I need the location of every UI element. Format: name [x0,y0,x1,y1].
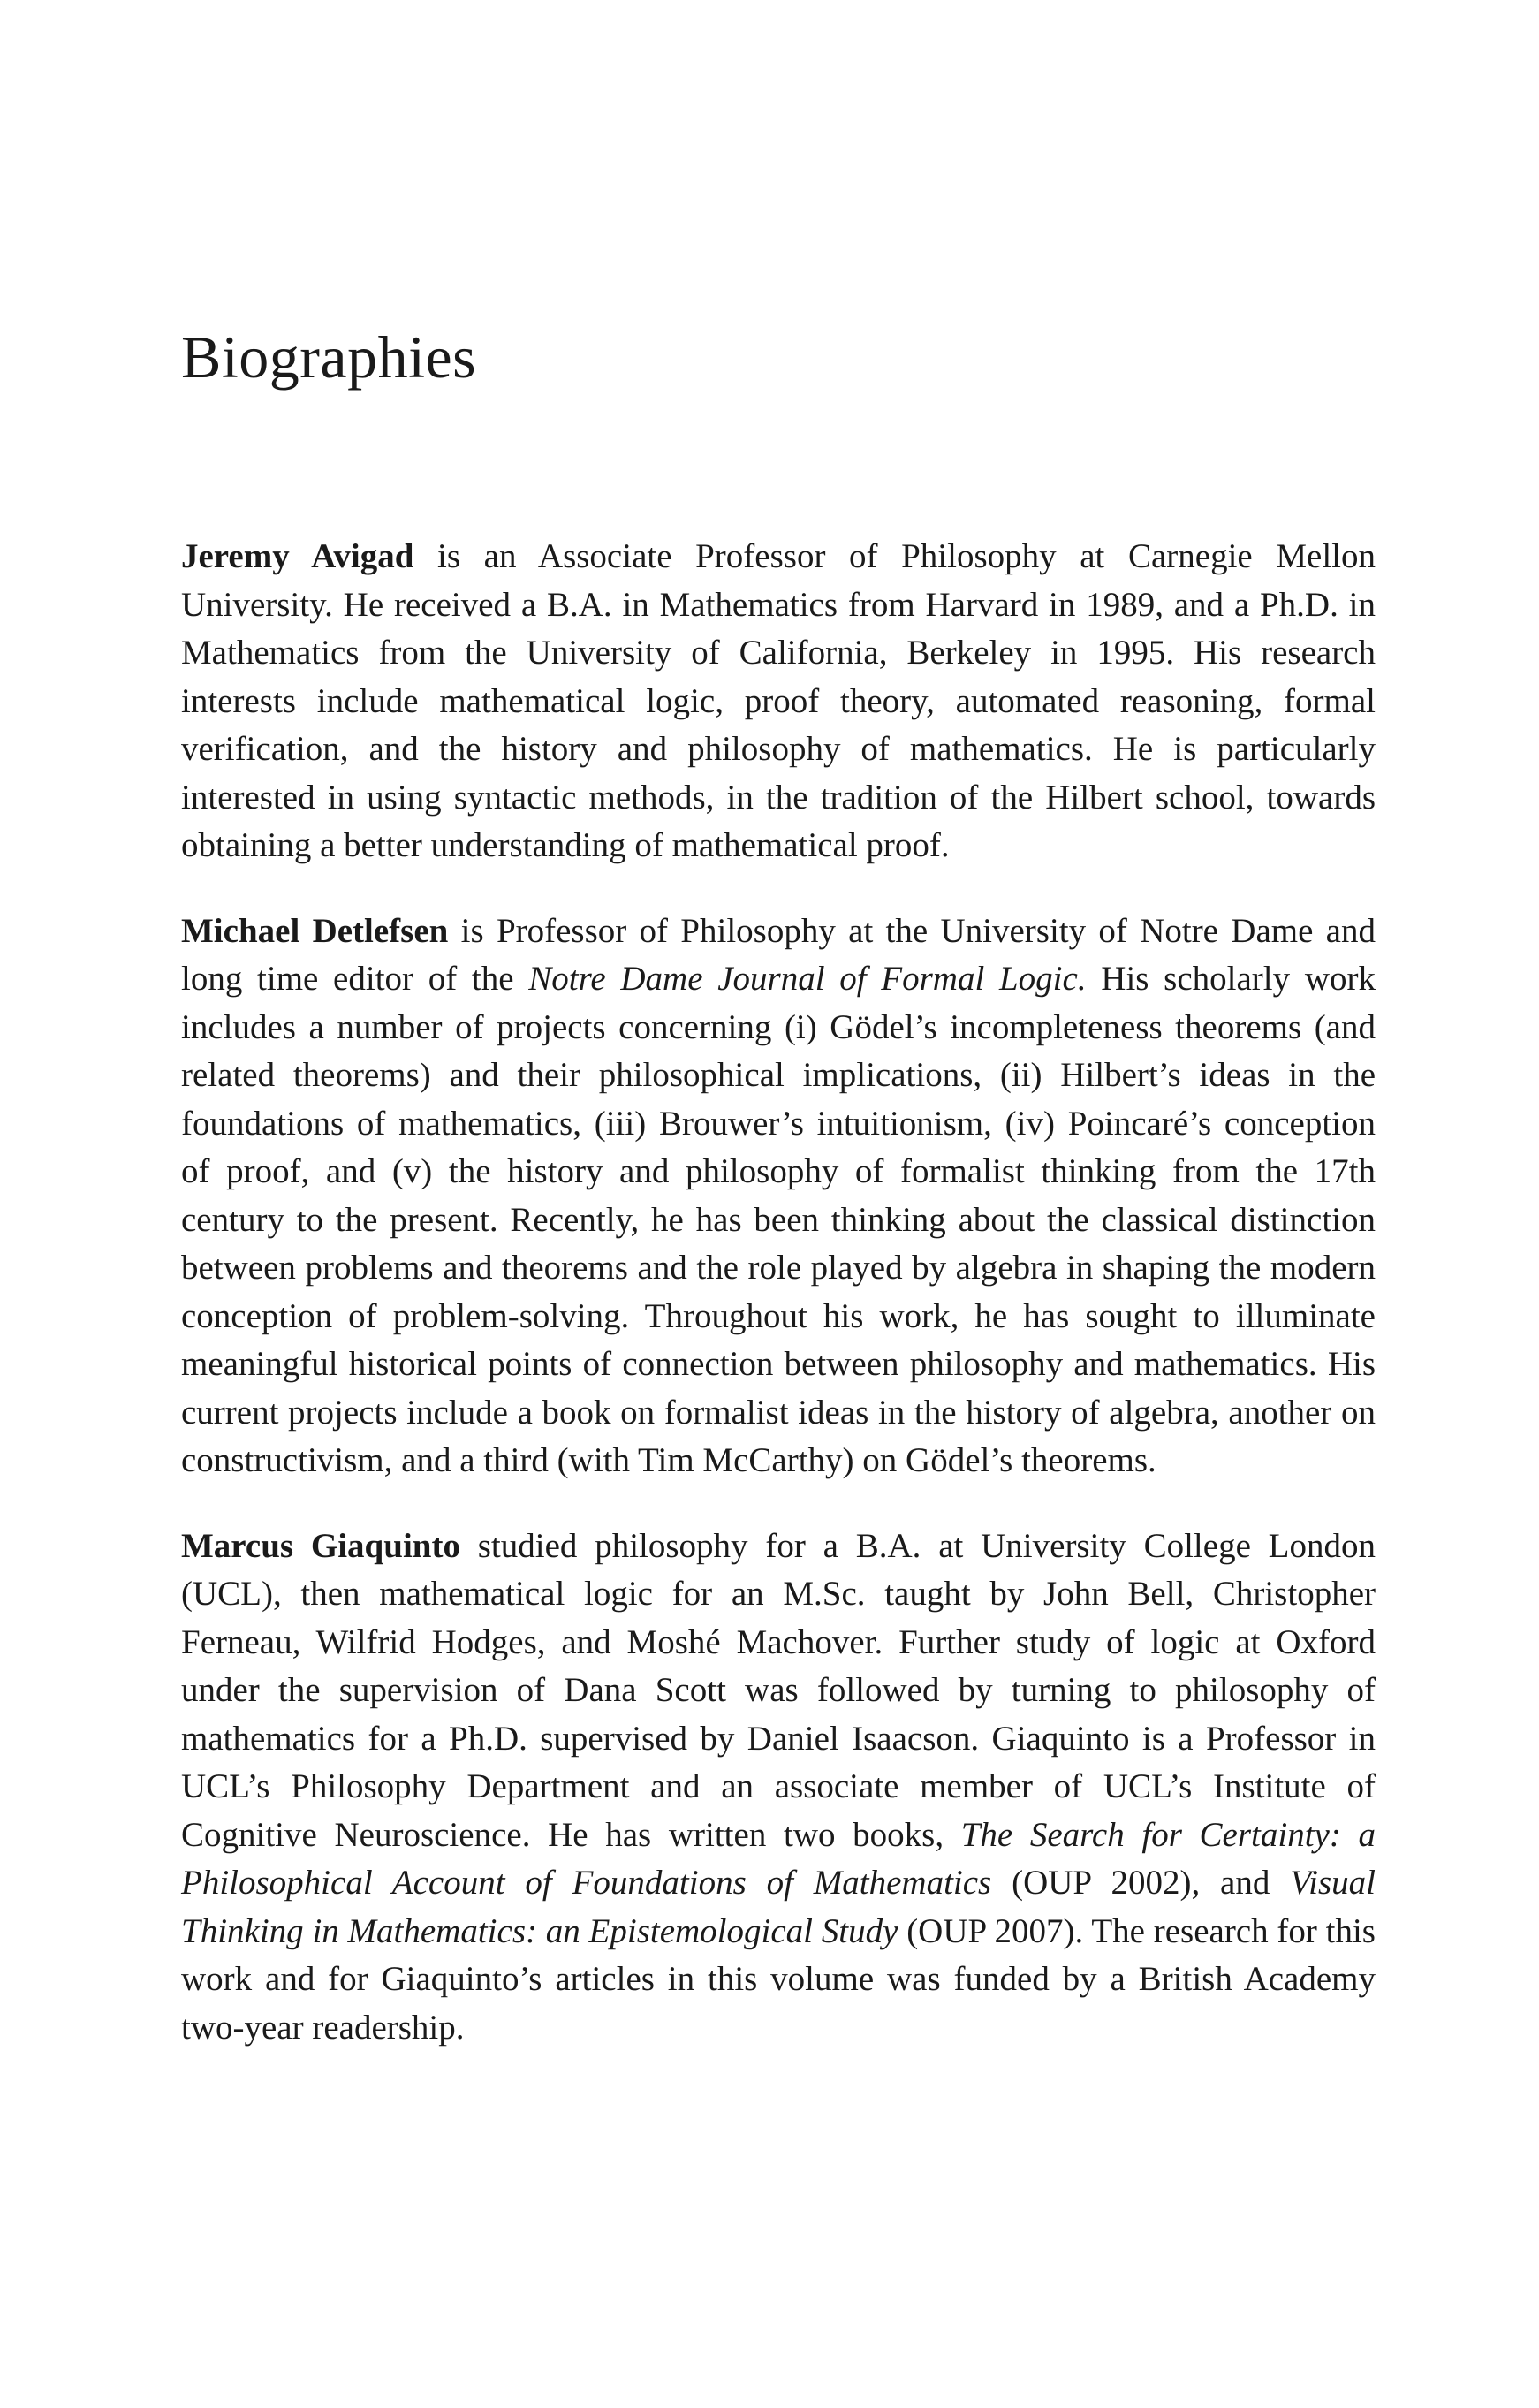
bio-text: (OUP 2007). The research for this work and for Giaquinto’s articles in this volume was funded by a British Academy two-year readership. [181,1911,1376,2047]
bio-text: is an Associate Professor of Philosophy at Carnegie Mellon University. He received a B.A. in Mathematics from Harvard in 1989, and a Ph.D. in Mathematics from the University of California, Berkeley in 1995. His research interests include mathematical logic, proof theory, automated reasoning, formal verification, and the history and philosophy of mathematics. He is particularly interested in using syntactic methods, in the tradition of the Hilbert school, towards obtaining a better understanding of mathematical proof. [181,537,1376,864]
book-title: The Search for Certainty: a Philosophical Account of Foundations of Mathematics [181,1815,1376,1902]
bio-text: is Professor of Philosophy at the University of Notre Dame and long time editor of the [181,911,1376,998]
bio-text: (OUP 2002), and [991,1864,1291,1902]
bio-jeremy-avigad [181,533,1376,870]
bio-name: Michael Detlefsen [181,911,449,950]
bio-name: Jeremy Avigad [181,537,414,575]
bio-michael-detlefsen [181,908,1376,1485]
bio-marcus-giaquinto [181,1523,1376,2053]
page-title: Biographies [181,323,477,391]
book-title: Visual Thinking in Mathematics: an Epistemological Study [181,1864,1376,1950]
bio-text: studied philosophy for a B.A. at University College London (UCL), then mathematical logic for an M.Sc. taught by John Bell, Christopher Ferneau, Wilfrid Hodges, and Moshé Machover. Further study of logic at Oxford under the supervision of Dana Scott was followed by turning to philosophy of mathematics for a Ph.D. supervised by Daniel Isaacson. Giaquinto is a Professor in UCL’s Philosophy Department and an associate member of UCL’s Institute of Cognitive Neuroscience. He has written two books, [181,1526,1376,1854]
bio-name: Marcus Giaquinto [181,1526,460,1565]
biographies-list [181,533,1376,2089]
journal-title: Notre Dame Journal of Formal Logic. [528,960,1087,998]
bio-text: His scholarly work includes a number of projects concerning (i) Gödel’s incompleteness theorems (and related theorems) and their philosophical implications, (ii) Hilbert’s ideas in the foundations of mathematics, (iii) Brouwer’s intuitionism, (iv) Poincaré’s conception of proof, and (v) the history and philosophy of formalist thinking from the 17th century to the present. Recently, he has been thinking about the classical distinction between problems and theorems and the role played by algebra in shaping the modern conception of problem-solving. Throughout his work, he has sought to illuminate meaningful historical points of connection between philosophy and mathematics. His current projects include a book on formalist ideas in the history of algebra, another on constructivism, and a third (with Tim McCarthy) on Gödel’s theorems. [181,960,1376,1479]
